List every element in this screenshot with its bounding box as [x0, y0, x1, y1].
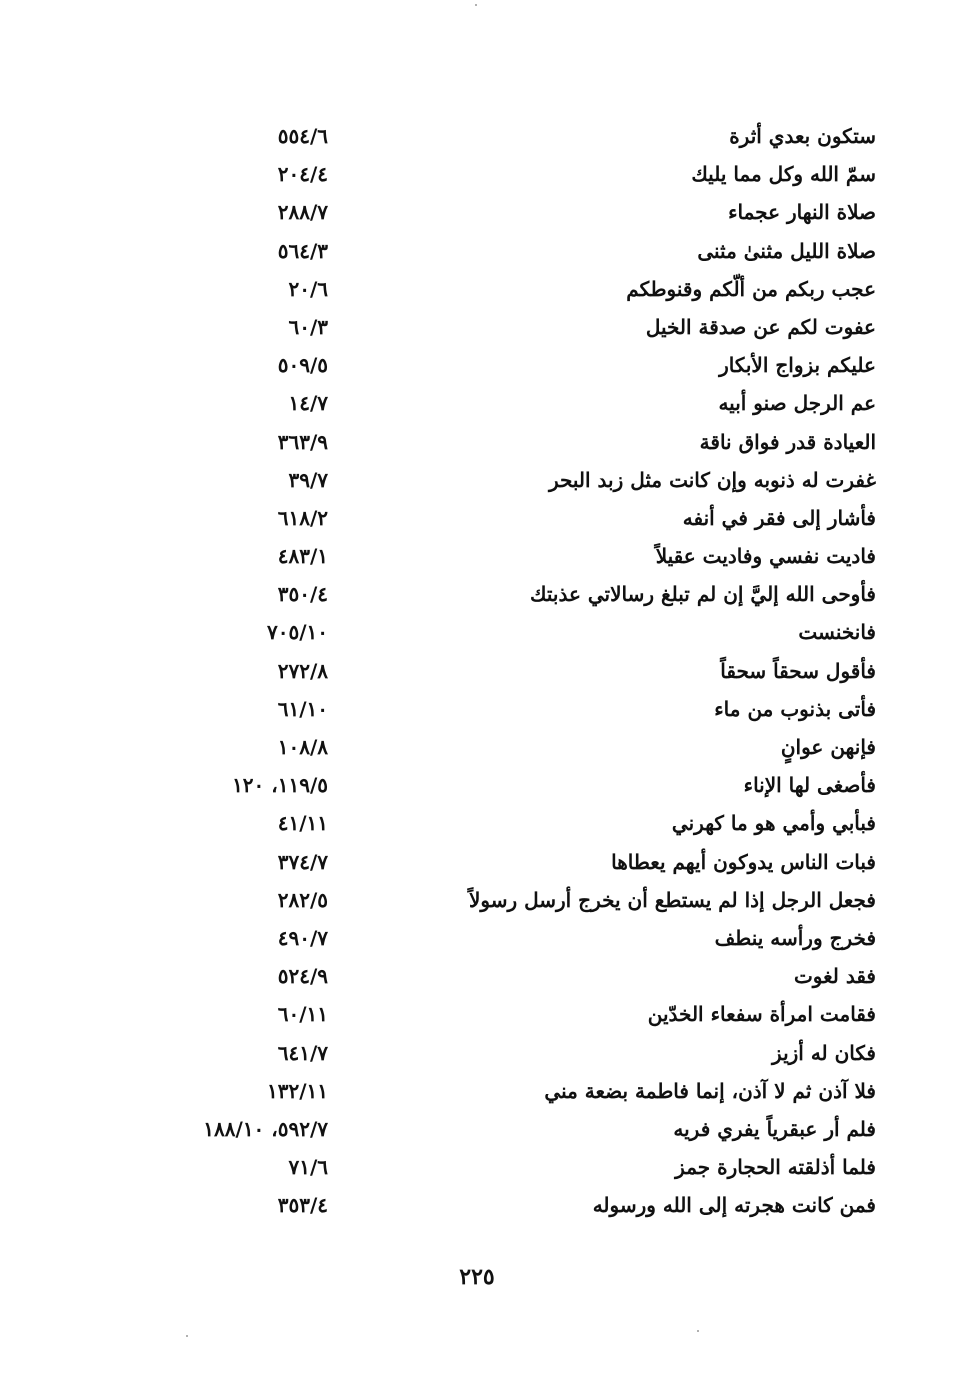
hadith-phrase: ستكون بعدي أثرة — [729, 124, 876, 148]
index-entry — [0, 614, 954, 652]
hadith-phrase: فجعل الرجل إذا لم يستطع أن يخرج أرسل رسولاً — [468, 887, 876, 912]
hadith-phrase: عليكم بزواج الأبكار — [719, 353, 876, 378]
hadith-phrase: فلم أر عبقرياً يفري فريه — [673, 1116, 876, 1141]
volume-page-reference: ٥٠٩/٥ — [277, 353, 328, 378]
index-entry — [0, 538, 954, 576]
index-entry — [0, 500, 954, 538]
volume-page-reference: ٤٩٠/٧ — [277, 925, 328, 950]
volume-page-reference: ٢٨٨/٧ — [277, 200, 328, 225]
index-entry — [0, 194, 954, 232]
hadith-phrase: عفوت لكم عن صدقة الخيل — [645, 314, 876, 339]
hadith-phrase: فأشار إلى فقر في أنفه — [682, 505, 876, 530]
hadith-phrase: فبأبي وأمي هو ما كهرني — [671, 811, 876, 836]
volume-page-reference: ٣٥٠/٤ — [277, 582, 328, 607]
hadith-phrase: فأقول سحقاً سحقاً — [720, 658, 876, 683]
volume-page-reference: ٦٠/٣ — [288, 314, 328, 339]
index-entry — [0, 996, 954, 1034]
volume-page-reference: ٣٥٣/٤ — [277, 1193, 328, 1218]
hadith-phrase: فقد لغوت — [793, 964, 876, 989]
volume-page-reference: ٧١/٦ — [288, 1155, 328, 1180]
index-entry — [0, 233, 954, 271]
volume-page-reference: ٦١٨/٢ — [277, 505, 328, 530]
index-entry — [0, 691, 954, 729]
index-entry — [0, 347, 954, 385]
volume-page-reference: ٥٦٤/٣ — [277, 238, 328, 263]
index-entry — [0, 271, 954, 309]
index-list — [0, 118, 954, 1225]
volume-page-reference: ٢٧٢/٨ — [277, 658, 328, 683]
index-entry — [0, 1111, 954, 1149]
hadith-phrase: فاديت نفسي وفاديت عقيلاً — [655, 544, 876, 569]
volume-page-reference: ١٠٨/٨ — [277, 735, 328, 759]
index-entry — [0, 424, 954, 462]
volume-page-reference: ٢٨٢/٥ — [277, 887, 328, 912]
hadith-phrase: فلما أذلقته الحجارة جمز — [675, 1155, 876, 1180]
volume-page-reference: ١٣٢/١١ — [266, 1078, 328, 1103]
hadith-phrase: غفرت له ذنوبه وإن كانت مثل زبد البحر — [548, 467, 876, 492]
index-entry — [0, 1035, 954, 1073]
index-entry — [0, 1187, 954, 1225]
index-entry — [0, 653, 954, 691]
scan-speck — [475, 4, 477, 6]
hadith-phrase: فأوحى الله إليَّ إن لم تبلغ رسالاتي عذبتك — [530, 582, 876, 607]
scan-speck — [697, 1330, 699, 1332]
hadith-phrase: فبات الناس يدوكون أيهم يعطاها — [611, 849, 876, 874]
hadith-phrase: عم الرجل صنو أبيه — [718, 391, 876, 416]
volume-page-reference: ٦١/١٠ — [277, 696, 328, 721]
volume-page-reference: ٧٠٥/١٠ — [266, 620, 328, 645]
volume-page-reference: ٤٨٣/١ — [277, 544, 328, 569]
index-entry — [0, 844, 954, 882]
hadith-phrase: صلاة الليل مثنىٰ مثنى — [697, 238, 876, 263]
volume-page-reference: ٣٦٣/٩ — [277, 429, 328, 454]
index-entry — [0, 156, 954, 194]
hadith-phrase: سمّ الله وكل مما يليك — [691, 162, 876, 187]
index-entry — [0, 882, 954, 920]
hadith-phrase: فمن كانت هجرته إلى الله ورسوله — [592, 1193, 876, 1218]
hadith-phrase: عجب ربكم من ألّكم وقنوطكم — [626, 276, 876, 301]
index-entry — [0, 385, 954, 423]
volume-page-reference: ١١٩/٥، ١٢٠ — [232, 773, 328, 798]
index-entry — [0, 1073, 954, 1111]
volume-page-reference: ٥٩٢/٧، ١٨٨/١٠ — [203, 1116, 328, 1141]
hadith-phrase: فكان له أزيز — [772, 1040, 876, 1065]
volume-page-reference: ١٤/٧ — [288, 391, 328, 416]
hadith-phrase: فأصغى لها الإناء — [743, 773, 876, 798]
index-entry — [0, 767, 954, 805]
page-number: ٢٢٥ — [459, 1264, 495, 1290]
hadith-phrase: فقامت امرأة سفعاء الخدّين — [647, 1002, 876, 1027]
hadith-phrase: فإنهن عوانٍ — [780, 735, 876, 759]
volume-page-reference: ٦٤١/٧ — [277, 1040, 328, 1065]
hadith-phrase: فخرج ورأسه ينطف — [714, 925, 876, 950]
volume-page-reference: ٣٧٤/٧ — [277, 849, 328, 874]
index-entry — [0, 118, 954, 156]
index-entry — [0, 805, 954, 843]
hadith-phrase: العيادة قدر فواق ناقة — [699, 429, 876, 454]
hadith-phrase: صلاة النهار عجماء — [728, 200, 876, 225]
index-entry — [0, 920, 954, 958]
volume-page-reference: ٢٠٤/٤ — [277, 162, 328, 187]
volume-page-reference: ٢٠/٦ — [288, 276, 328, 301]
index-entry — [0, 729, 954, 767]
index-entry — [0, 576, 954, 614]
scan-speck — [186, 1335, 188, 1337]
volume-page-reference: ٣٩/٧ — [288, 467, 328, 492]
index-entry — [0, 1149, 954, 1187]
volume-page-reference: ٦٠/١١ — [277, 1002, 328, 1027]
index-entry — [0, 958, 954, 996]
index-entry — [0, 462, 954, 500]
volume-page-reference: ٥٥٤/٦ — [277, 124, 328, 148]
volume-page-reference: ٥٢٤/٩ — [277, 964, 328, 989]
hadith-phrase: فانخنست — [798, 620, 876, 645]
hadith-phrase: فأتى بذنوب من ماء — [714, 696, 876, 721]
volume-page-reference: ٤١/١١ — [277, 811, 328, 836]
hadith-phrase: فلا آذن ثم لا آذن، إنما فاطمة بضعة مني — [544, 1078, 876, 1103]
index-entry — [0, 309, 954, 347]
